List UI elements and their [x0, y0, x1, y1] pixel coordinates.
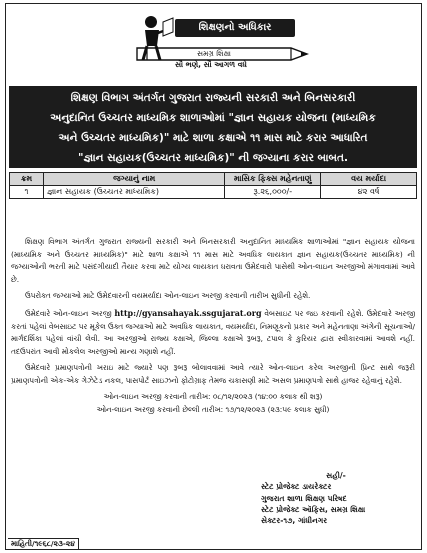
signed-mark: સહી/-	[326, 471, 346, 480]
apply-text: ઉમેદવારે ઓન-લાઇન અરજી	[25, 308, 112, 318]
paragraph-intro: શિક્ષણ વિભાગ અંતર્ગત ગુજરાત રાજ્યની સરકારી અને બિનસરકારી અનુદાનિત માધ્યમિક શાળાઓમાં "જ્ઞાન સહાયક યોજના (માધ્યમિક અને ઉચ્ચતર માધ્યમિક)" માટે શાળા કક્ષાએ ૧૧ માસ માટે અવધિક લાયકાત જ્ઞાન સહાયક(ઉચ્ચતર માધ્યમિક) ની જગ્યાઓની ભરતી માટે પસંદગીયાદી તૈયાર કરવા માટે યોગ્ય લાયકાત ધરાવતા ઉમેદવારો પાસેથી ઓન-લાઇન અરજીઓ મંગાવવામાં આવે છે.	[11, 237, 415, 284]
apply-details: વેબસાઇટ પર જઇ કરવાની રહેશે. ઉમેદવારે અરજી કરતાં પહેલાં વેબસાઇટ પર મૂકેલ ઉક્ત જગ્યાઓ માટે અવધિક લાયકાત, વયમર્યાદા, નિમણૂકનો પ્રકાર અને મહેનતાણા અંગેની સૂચનાઓ/માર્ગદર્શિકા પહેલાં વાંચી લેવી. આ અરજીઓ રાજ્ય કક્ષાએ, જિલ્લા કક્ષાએ રૂબરૂ, ટપાલ કે કુરિયર દ્વારા સ્વીકારવામાં આવશે નહીં. તદઉપરાંત આવી મોકલેલ અરજીઓ માન્ય ગણાશે નહીં.	[11, 308, 415, 356]
paragraph-age: ઉપરોક્ત જગ્યાઓ માટે ઉમેદવારની વયમર્યાદા ઓન-લાઇન અરજી કરવાની તારીખ સુધીની રહેશે.	[25, 291, 311, 301]
logo-tagline: સૌ ભણે, સૌ આગળ વધે	[175, 60, 247, 69]
header-serial: ક્રમ	[10, 173, 44, 186]
application-dates	[11, 390, 415, 416]
header-age-limit: વય મર્યાદા	[321, 173, 417, 186]
banner-line: "જ્ઞાન સહાયક(ઉચ્ચતર માધ્યમિક)" ની જગ્યાના કરાર બાબત.	[78, 152, 348, 164]
cell-salary: રૂ.૨૬,૦૦૦/-	[225, 186, 321, 199]
cell-post-name: જ્ઞાન સહાયક (ઉચ્ચતર માધ્યમિક)	[43, 186, 224, 199]
header-salary: માસિક ફિક્સ મહેનતાણું	[225, 173, 321, 186]
start-date: ઓન-લાઇન અરજી કરવાની તારીખ: ૦૮/૧૨/૨૦૨૩ (૧૪:૦૦ કલાક થી શરૂ)	[103, 391, 323, 401]
end-date: ઓન-લાઇન અરજી કરવાની છેલ્લી તારીખ: ૧૭/૧૨/૨૦૨૩ (૨૩:૫૯ કલાક સુધી)	[96, 404, 330, 414]
cell-age-limit: ૪૨ વર્ષ	[321, 186, 417, 199]
advertisement-page	[5, 3, 422, 550]
signature-block	[261, 470, 411, 526]
logo-subtitle: સમગ્ર શિક્ષા	[197, 49, 231, 58]
subject-banner	[9, 86, 417, 168]
signatory-org: ગુજરાત શાળા શિક્ષણ પરિષદ	[261, 493, 347, 503]
logo-title: શિક્ષણનો અધિકાર	[175, 19, 295, 37]
signatory-office: સ્ટેટ પ્રોજેક્ટ ઑફિસ, સમગ્ર શિક્ષા	[261, 504, 366, 514]
signatory-address: સેક્ટર-૧૭, ગાંધીનગર	[261, 516, 328, 526]
posts-table	[9, 172, 417, 199]
website-link[interactable]: http://gyansahayak.ssgujarat.org	[114, 307, 262, 318]
cell-serial: ૧	[10, 186, 44, 199]
signatory-title: સ્ટેટ પ્રોજેક્ટ ડાયરેક્ટર	[261, 482, 332, 492]
banner-line: અનુદાનિત ઉચ્ચતર માધ્યમિક શાળાઓમાં "જ્ઞાન સહાયક યોજના (માધ્યમિક	[50, 112, 376, 124]
notice-body	[11, 236, 415, 416]
banner-line: અને ઉચ્ચતર માધ્યમિક)" માટે શાળા કક્ષાએ ૧૧ માસ માટે કરાર આધારિત	[58, 132, 368, 144]
paragraph-documents: ઉમેદવારે પ્રમાણપત્રોની ખરાઇ માટે જ્યારે પણ રૂબરૂ બોલાવવામાં આવે ત્યારે ઓન-લાઇન કરેલ અરજીની પ્રિન્ટ સાથે જરૂરી પ્રમાણપત્રોની એક-એક ગેઝેટેડ નકલ, પાસપોર્ટ સાઇઝનો ફોટોગ્રાફ તેમજ ચકાસણી માટે અસલ પ્રમાણપત્રો સાથે હાજર રહેવાનું રહેશે.	[11, 363, 415, 385]
table-row	[10, 186, 417, 199]
table-header-row	[10, 173, 417, 186]
paragraph-apply	[11, 307, 415, 358]
samagra-shiksha-logo	[113, 8, 325, 86]
reference-number: માહિતી/૧૯૬૮/૨૩-૨૪	[8, 538, 79, 549]
header-post-name: જગ્યાનું નામ	[43, 173, 224, 186]
banner-line: શિક્ષણ વિભાગ અંતર્ગત ગુજરાત રાજ્યની સરકારી અને બિનસરકારી	[70, 92, 356, 104]
